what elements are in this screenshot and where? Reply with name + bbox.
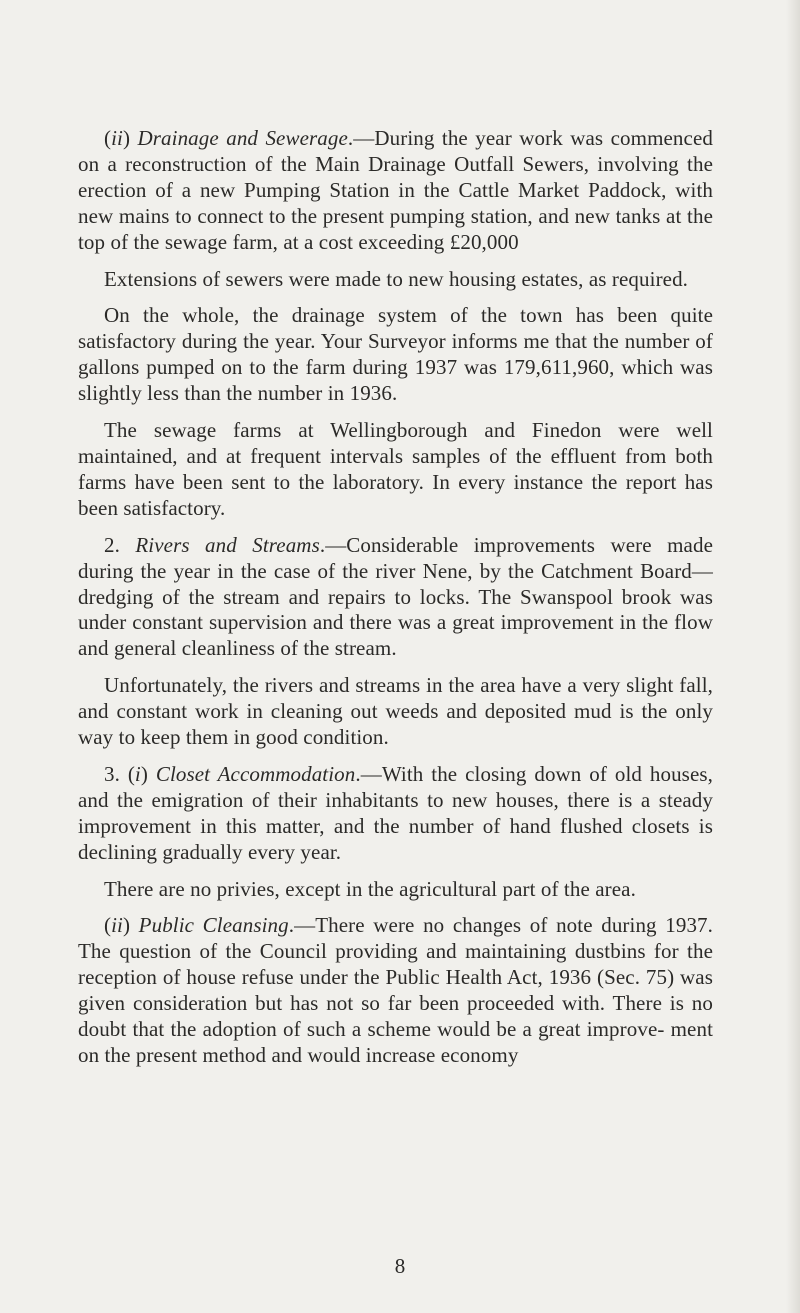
heading-public-cleansing: Public Cleansing: [138, 913, 289, 938]
page-edge-shadow: [786, 0, 800, 1313]
heading-closet-accommodation: Closet Accommodation: [155, 761, 356, 786]
paragraph-closet-accommodation: 3. (i) Closet Accommodation.—With the closing down of old houses, and the emigration of their inhabitants to new houses, there is a steady improvement in this matter, and the number of hand flushed closets is declining gradually every year.: [78, 761, 713, 864]
paragraph-privies: There are no privies, except in the agricultural part of the area.: [104, 876, 636, 901]
paragraph-drainage-system: On the whole, the drainage system of the town has been quite satisfactory during the year. Your Surveyor informs me that the number of gallons pumped on to the farm during 1937 was 179,611,960, which was slightly less than the number in 1936.: [78, 303, 713, 406]
heading-drainage-and-sewerage: Drainage and Sewerage: [137, 126, 348, 150]
paragraph-public-cleansing: (ii) Public Cleansing.—There were no changes of note during 1937. The question of the Council providing and maintaining dustbins for the reception of house refuse under the Public Health Act, 1936 (Sec. 75) was given consideration but has not so far been proceeded with. There is no doubt that the adoption of such a scheme would be a great improve- ment on the present method and would increase economy: [78, 913, 714, 1067]
heading-rivers-and-streams: Rivers and Streams: [135, 532, 320, 557]
paragraph-rivers-and-streams: 2. Rivers and Streams.—Considerable improvements were made during the year in the case of the river Nene, by the Catchment Board—dredging of the stream and repairs to locks. The Swanspool brook was under constant supervision and there was a great improvement in the flow and general cleanliness of the stream.: [78, 532, 713, 661]
paragraph-drainage: (ii) Drainage and Sewerage.—During the year work was commenced on a reconstruction of the Main Drainage Outfall Sewers, involving the erection of a new Pumping Station in the Cattle Market Paddock, with new mains to connect to the present pumping station, and new tanks at the top of the sewage farm, at a cost exceeding £20,000: [78, 126, 713, 254]
paragraph-river-maintenance: Unfortunately, the rivers and streams in the area have a very slight fall, and constant work in cleaning out weeds and deposited mud is the only way to keep them in good condition.: [78, 673, 713, 750]
paragraph-sewer-extensions: Extensions of sewers were made to new housing estates, as required.: [104, 266, 689, 291]
paragraph-sewage-farms: The sewage farms at Wellingborough and Finedon were well maintained, and at frequent intervals samples of the effluent from both farms have been sent to the laboratory. In every instance the report has been satisfactory.: [78, 418, 713, 520]
report-text: [78, 126, 713, 1080]
page-number: 8: [394, 1254, 406, 1278]
